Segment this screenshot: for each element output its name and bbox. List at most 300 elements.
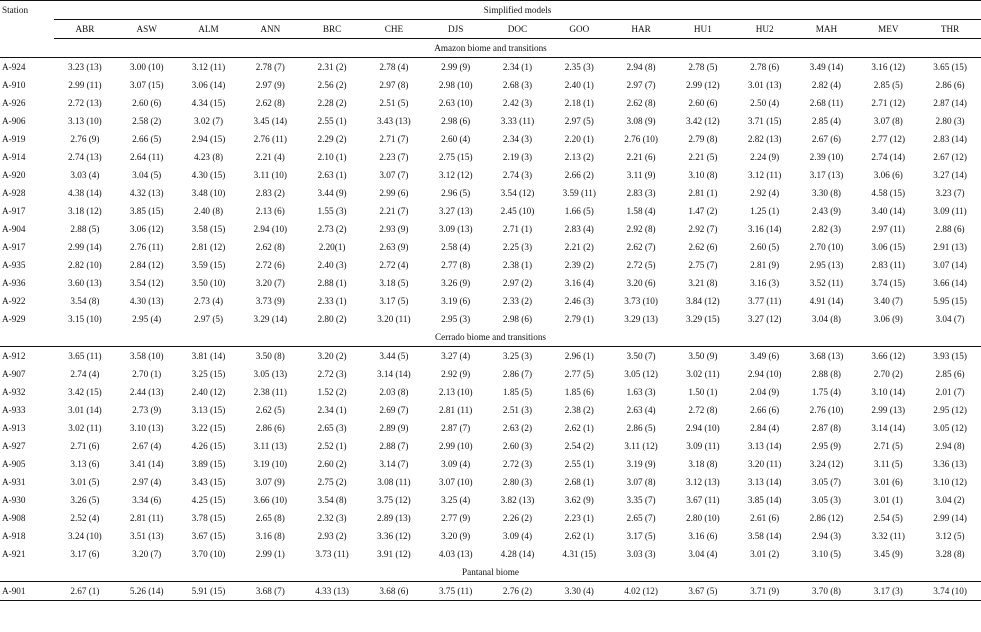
value-cell: 3.16 (14) xyxy=(747,224,782,234)
value-cell: 1.25 (1) xyxy=(750,206,780,216)
value-cell: 2.60 (4) xyxy=(441,134,471,144)
value-cell: 3.06 (15) xyxy=(871,242,906,252)
value-cell: 2.78 (4) xyxy=(379,62,409,72)
value-cell: 3.36 (13) xyxy=(933,459,967,469)
value-cell: 2.99 (10) xyxy=(438,441,473,451)
value-cell: 3.12 (12) xyxy=(438,170,473,180)
value-cell: 2.66 (6) xyxy=(750,405,780,415)
value-cell: 3.14 (14) xyxy=(377,369,411,379)
value-cell: 2.86 (7) xyxy=(502,369,533,379)
value-cell: 2.93 (2) xyxy=(317,531,347,541)
value-cell: 3.54 (8) xyxy=(70,296,100,306)
value-cell: 2.55 (1) xyxy=(564,459,594,469)
value-cell: 2.63 (10) xyxy=(438,98,473,108)
value-cell: 3.81 (14) xyxy=(191,351,226,361)
value-cell: 3.05 (12) xyxy=(933,423,967,433)
value-cell: 3.12 (5) xyxy=(935,531,965,541)
value-cell: 3.01 (1) xyxy=(873,495,903,505)
value-cell: 3.05 (13) xyxy=(253,369,288,379)
value-cell: 4.34 (15) xyxy=(191,98,226,108)
value-cell: 3.40 (14) xyxy=(871,206,906,216)
value-cell: 2.75 (7) xyxy=(688,260,718,270)
station-cell: A-910 xyxy=(2,80,26,90)
value-cell: 2.99 (6) xyxy=(379,188,409,198)
value-cell: 3.23 (13) xyxy=(68,62,102,72)
value-cell: 3.20 (2) xyxy=(317,351,347,361)
value-cell: 2.82 (13) xyxy=(747,134,782,144)
station-cell: A-905 xyxy=(2,459,26,469)
value-cell: 3.01 (5) xyxy=(70,477,100,487)
value-cell: 2.97 (11) xyxy=(871,224,905,234)
value-cell: 3.22 (15) xyxy=(191,423,226,433)
value-cell: 2.73 (2) xyxy=(317,224,347,234)
station-cell: A-933 xyxy=(2,405,26,415)
value-cell: 3.01 (2) xyxy=(750,549,780,559)
value-cell: 2.96 (1) xyxy=(564,351,594,361)
value-cell: 3.01 (13) xyxy=(747,80,782,90)
value-cell: 1.85 (6) xyxy=(564,387,594,397)
value-cell: 2.70 (2) xyxy=(873,369,903,379)
value-cell: 5.26 (14) xyxy=(116,582,178,601)
value-cell: 2.79 (8) xyxy=(688,134,718,144)
value-cell: 2.62 (1) xyxy=(564,423,594,433)
value-cell: 3.19 (6) xyxy=(441,296,471,306)
value-cell: 1.52 (2) xyxy=(317,387,347,397)
table-row xyxy=(0,365,981,383)
value-cell: 2.72 (3) xyxy=(502,459,533,469)
value-cell: 3.10 (8) xyxy=(688,170,718,180)
value-cell: 4.31 (15) xyxy=(562,549,597,559)
value-cell: 3.51 (13) xyxy=(129,531,164,541)
station-cell: A-901 xyxy=(0,582,54,601)
value-cell: 2.73 (4) xyxy=(193,296,224,306)
section-title: Amazon biome and transitions xyxy=(0,39,981,58)
value-cell: 2.62 (8) xyxy=(255,242,285,252)
value-cell: 3.05 (7) xyxy=(811,477,841,487)
value-cell: 2.72 (5) xyxy=(626,260,656,270)
value-cell: 2.60 (6) xyxy=(688,98,718,108)
value-cell: 2.88 (6) xyxy=(935,224,965,234)
value-cell: 3.01 (6) xyxy=(873,477,903,487)
value-cell: 3.26 (9) xyxy=(441,278,471,288)
value-cell: 3.85 (15) xyxy=(129,206,164,216)
value-cell: 2.34 (1) xyxy=(317,405,347,415)
value-cell: 3.66 (14) xyxy=(933,278,967,288)
value-cell: 3.42 (15) xyxy=(68,387,102,397)
value-cell: 3.10 (14) xyxy=(871,387,906,397)
value-cell: 3.04 (7) xyxy=(935,314,965,324)
value-cell: 2.88 (8) xyxy=(811,369,841,379)
value-cell: 2.94 (10) xyxy=(253,224,288,234)
table-row xyxy=(0,184,981,202)
value-cell: 2.19 (3) xyxy=(502,152,533,162)
value-cell: 2.54 (5) xyxy=(873,513,903,523)
value-cell: 3.77 (11) xyxy=(747,296,782,306)
value-cell: 3.50 (9) xyxy=(688,351,718,361)
value-cell: 2.35 (3) xyxy=(564,62,594,72)
value-cell: 2.72 (3) xyxy=(317,369,347,379)
value-cell: 3.12 (11) xyxy=(191,62,226,72)
value-cell: 3.11 (9) xyxy=(626,170,656,180)
value-cell: 3.84 (12) xyxy=(686,296,720,306)
value-cell: 3.67 (15) xyxy=(191,531,226,541)
value-cell: 3.29 (13) xyxy=(624,314,658,324)
table-row xyxy=(0,582,981,601)
value-cell: 2.89 (13) xyxy=(377,513,411,523)
value-cell: 3.06 (12) xyxy=(129,224,164,234)
table-row xyxy=(0,148,981,166)
value-cell: 2.78 (7) xyxy=(255,62,285,72)
value-cell: 3.04 (8) xyxy=(811,314,841,324)
value-cell: 2.85 (4) xyxy=(811,116,841,126)
value-cell: 2.62 (5) xyxy=(255,405,285,415)
value-cell: 2.72 (4) xyxy=(379,260,409,270)
table-row xyxy=(0,274,981,292)
value-cell: 2.87 (8) xyxy=(811,423,841,433)
value-cell: 4.33 (13) xyxy=(301,582,363,601)
value-cell: 2.62 (7) xyxy=(626,242,656,252)
value-cell: 4.26 (15) xyxy=(191,441,226,451)
value-cell: 3.27 (12) xyxy=(747,314,782,324)
value-cell: 2.83 (2) xyxy=(255,188,285,198)
value-cell: 3.03 (4) xyxy=(70,170,100,180)
value-cell: 3.10 (12) xyxy=(933,477,967,487)
station-cell: A-919 xyxy=(2,134,26,144)
value-cell: 2.70 (10) xyxy=(809,242,844,252)
value-cell: 2.97 (7) xyxy=(626,80,656,90)
value-cell: 2.04 (9) xyxy=(750,387,780,397)
value-cell: 2.97 (5) xyxy=(193,314,224,324)
value-cell: 3.09 (4) xyxy=(502,531,533,541)
value-cell: 3.66 (10) xyxy=(253,495,288,505)
value-cell: 2.78 (6) xyxy=(750,62,780,72)
value-cell: 3.60 (13) xyxy=(68,278,102,288)
value-cell: 3.08 (11) xyxy=(377,477,411,487)
value-cell: 2.68 (11) xyxy=(809,98,844,108)
value-cell: 3.11 (13) xyxy=(253,441,287,451)
table-row xyxy=(0,491,981,509)
station-cell: A-927 xyxy=(2,441,26,451)
model-header-abr: ABR xyxy=(54,20,116,39)
value-cell: 2.45 (10) xyxy=(500,206,535,216)
value-cell: 3.16 (3) xyxy=(750,278,780,288)
value-cell: 3.15 (10) xyxy=(68,314,102,324)
value-cell: 3.20 (11) xyxy=(377,314,411,324)
value-cell: 1.47 (2) xyxy=(688,206,718,216)
value-cell: 4.38 (14) xyxy=(68,188,102,198)
station-cell: A-922 xyxy=(2,296,26,306)
value-cell: 2.40 (3) xyxy=(317,260,347,270)
value-cell: 3.40 (7) xyxy=(873,296,903,306)
station-cell: A-906 xyxy=(2,116,26,126)
value-cell: 3.17 (13) xyxy=(809,170,844,180)
value-cell: 3.25 (3) xyxy=(502,351,533,361)
value-cell: 2.81 (11) xyxy=(439,405,473,415)
value-cell: 4.91 (14) xyxy=(809,296,844,306)
value-cell: 4.03 (13) xyxy=(438,549,473,559)
value-cell: 3.66 (12) xyxy=(871,351,906,361)
model-header-goo: GOO xyxy=(548,20,610,39)
value-cell: 2.13 (2) xyxy=(564,152,594,162)
table-row xyxy=(0,437,981,455)
table-row xyxy=(0,527,981,545)
value-cell: 2.77 (9) xyxy=(441,513,471,523)
value-cell: 4.32 (13) xyxy=(129,188,164,198)
value-cell: 2.92 (9) xyxy=(441,369,471,379)
value-cell: 2.95 (3) xyxy=(441,314,471,324)
value-cell: 2.68 (1) xyxy=(564,477,594,487)
value-cell: 2.67 (6) xyxy=(811,134,841,144)
value-cell: 3.04 (2) xyxy=(935,495,965,505)
station-cell: A-908 xyxy=(2,513,26,523)
value-cell: 2.33 (2) xyxy=(502,296,533,306)
value-cell: 3.27 (14) xyxy=(933,170,967,180)
value-cell: 5.95 (15) xyxy=(933,296,967,306)
value-cell: 3.08 (9) xyxy=(626,116,656,126)
value-cell: 3.02 (11) xyxy=(68,423,102,433)
value-cell: 2.69 (7) xyxy=(379,405,409,415)
value-cell: 2.76 (11) xyxy=(253,134,287,144)
value-cell: 1.58 (4) xyxy=(626,206,656,216)
value-cell: 2.03 (8) xyxy=(379,387,409,397)
value-cell: 2.76 (10) xyxy=(809,405,844,415)
value-cell: 2.72 (8) xyxy=(688,405,718,415)
value-cell: 2.87 (7) xyxy=(441,423,471,433)
station-cell: A-931 xyxy=(2,477,26,487)
value-cell: 2.78 (5) xyxy=(688,62,718,72)
value-cell: 3.44 (5) xyxy=(379,351,409,361)
table-row xyxy=(0,130,981,148)
value-cell: 3.28 (8) xyxy=(935,549,965,559)
value-cell: 2.63 (2) xyxy=(502,423,533,433)
value-cell: 3.05 (3) xyxy=(811,495,841,505)
value-cell: 3.19 (9) xyxy=(626,459,656,469)
value-cell: 3.29 (15) xyxy=(686,314,720,324)
value-cell: 2.72 (6) xyxy=(255,260,285,270)
value-cell: 2.89 (9) xyxy=(379,423,409,433)
value-cell: 2.31 (2) xyxy=(317,62,347,72)
value-cell: 2.25 (3) xyxy=(502,242,533,252)
value-cell: 3.36 (12) xyxy=(377,531,411,541)
value-cell: 2.18 (1) xyxy=(564,98,594,108)
value-cell: 2.86 (12) xyxy=(809,513,844,523)
value-cell: 2.62 (6) xyxy=(688,242,718,252)
value-cell: 3.26 (5) xyxy=(70,495,100,505)
model-header-ann: ANN xyxy=(239,20,301,39)
value-cell: 2.01 (7) xyxy=(935,387,965,397)
value-cell: 2.97 (4) xyxy=(132,477,162,487)
value-cell: 4.28 (14) xyxy=(500,549,535,559)
value-cell: 2.66 (2) xyxy=(564,170,594,180)
value-cell: 3.43 (13) xyxy=(377,116,411,126)
value-cell: 2.96 (5) xyxy=(441,188,471,198)
value-cell: 2.81 (11) xyxy=(130,513,164,523)
station-cell: A-917 xyxy=(2,242,26,252)
value-cell: 2.71 (5) xyxy=(873,441,903,451)
value-cell: 3.27 (13) xyxy=(438,206,473,216)
value-cell: 2.82 (3) xyxy=(811,224,841,234)
value-cell: 3.07 (8) xyxy=(626,477,656,487)
value-cell: 2.87 (14) xyxy=(933,98,967,108)
value-cell: 3.19 (10) xyxy=(253,459,288,469)
value-cell: 3.13 (14) xyxy=(747,441,782,451)
model-header-har: HAR xyxy=(610,20,672,39)
model-header-hu1: HU1 xyxy=(672,20,734,39)
value-cell: 2.38 (11) xyxy=(253,387,287,397)
value-cell: 2.58 (2) xyxy=(132,116,162,126)
value-cell: 3.14 (14) xyxy=(871,423,906,433)
table-row xyxy=(0,455,981,473)
value-cell: 2.60 (2) xyxy=(317,459,347,469)
value-cell: 2.98 (6) xyxy=(441,116,471,126)
value-cell: 3.24 (10) xyxy=(68,531,102,541)
value-cell: 2.62 (8) xyxy=(626,98,656,108)
value-cell: 2.72 (13) xyxy=(68,98,102,108)
value-cell: 3.17 (6) xyxy=(70,549,100,559)
value-cell: 3.58 (15) xyxy=(191,224,226,234)
value-cell: 3.50 (10) xyxy=(191,278,226,288)
value-cell: 4.25 (15) xyxy=(191,495,226,505)
value-cell: 3.02 (7) xyxy=(193,116,224,126)
value-cell: 3.70 (10) xyxy=(191,549,226,559)
station-cell: A-918 xyxy=(2,531,26,541)
model-header-doc: DOC xyxy=(487,20,549,39)
value-cell: 2.92 (7) xyxy=(688,224,718,234)
value-cell: 2.94 (10) xyxy=(686,423,720,433)
value-cell: 3.04 (4) xyxy=(688,549,718,559)
value-cell: 2.77 (5) xyxy=(564,369,594,379)
value-cell: 3.50 (7) xyxy=(626,351,656,361)
value-cell: 3.07 (10) xyxy=(438,477,473,487)
value-cell: 2.68 (3) xyxy=(502,80,533,90)
value-cell: 2.55 (1) xyxy=(317,116,347,126)
station-cell: A-924 xyxy=(2,62,26,72)
value-cell: 2.60 (6) xyxy=(132,98,162,108)
section-title: Pantanal biome xyxy=(0,563,981,582)
value-cell: 3.00 (10) xyxy=(129,62,164,72)
value-cell: 2.73 (9) xyxy=(132,405,162,415)
value-cell: 3.21 (8) xyxy=(688,278,718,288)
value-cell: 4.58 (15) xyxy=(871,188,906,198)
value-cell: 3.71 (15) xyxy=(747,116,782,126)
value-cell: 2.86 (6) xyxy=(935,80,965,90)
value-cell: 2.99 (9) xyxy=(441,62,471,72)
value-cell: 2.81 (1) xyxy=(688,188,718,198)
table-row xyxy=(0,419,981,437)
value-cell: 3.06 (9) xyxy=(873,314,903,324)
value-cell: 3.71 (9) xyxy=(734,582,796,601)
value-cell: 3.12 (11) xyxy=(747,170,782,180)
value-cell: 2.21 (6) xyxy=(626,152,656,162)
station-cell: A-907 xyxy=(2,369,26,379)
station-cell: A-921 xyxy=(2,549,26,559)
section-header-row xyxy=(0,39,981,58)
value-cell: 2.21 (5) xyxy=(688,152,718,162)
value-cell: 3.18 (5) xyxy=(379,278,409,288)
value-cell: 3.49 (6) xyxy=(750,351,780,361)
value-cell: 2.83 (14) xyxy=(933,134,967,144)
value-cell: 3.17 (5) xyxy=(379,296,409,306)
value-cell: 2.67 (4) xyxy=(132,441,162,451)
value-cell: 2.76 (10) xyxy=(624,134,658,144)
value-cell: 2.51 (3) xyxy=(502,405,533,415)
value-cell: 2.71 (12) xyxy=(871,98,906,108)
value-cell: 2.99 (12) xyxy=(686,80,720,90)
value-cell: 3.14 (7) xyxy=(379,459,409,469)
value-cell: 2.75 (15) xyxy=(438,152,473,162)
value-cell: 2.94 (10) xyxy=(747,369,782,379)
value-cell: 3.45 (9) xyxy=(873,549,903,559)
model-header-alm: ALM xyxy=(178,20,240,39)
value-cell: 3.20 (6) xyxy=(626,278,656,288)
model-header-asw: ASW xyxy=(116,20,178,39)
value-cell: 3.30 (8) xyxy=(811,188,841,198)
station-cell: A-929 xyxy=(2,314,26,324)
model-header-djs: DJS xyxy=(425,20,487,39)
value-cell: 3.03 (3) xyxy=(626,549,656,559)
value-cell: 2.42 (3) xyxy=(502,98,533,108)
value-cell: 2.81 (12) xyxy=(191,242,226,252)
value-cell: 2.83 (3) xyxy=(626,188,656,198)
value-cell: 2.81 (9) xyxy=(750,260,780,270)
table-row xyxy=(0,76,981,94)
value-cell: 2.74 (4) xyxy=(70,369,100,379)
section-header-row xyxy=(0,328,981,347)
value-cell: 2.86 (6) xyxy=(255,423,285,433)
value-cell: 3.12 (13) xyxy=(686,477,720,487)
value-cell: 3.09 (11) xyxy=(686,441,720,451)
value-cell: 3.74 (10) xyxy=(919,582,981,601)
station-cell: A-935 xyxy=(2,260,26,270)
value-cell: 2.21 (4) xyxy=(255,152,285,162)
value-cell: 2.40 (1) xyxy=(564,80,594,90)
value-cell: 3.82 (13) xyxy=(500,495,535,505)
value-cell: 3.13 (6) xyxy=(70,459,100,469)
table-row xyxy=(0,166,981,184)
value-cell: 2.95 (4) xyxy=(132,314,162,324)
value-cell: 2.86 (5) xyxy=(626,423,656,433)
value-cell: 2.61 (6) xyxy=(750,513,780,523)
value-cell: 3.73 (10) xyxy=(624,296,658,306)
value-cell: 2.38 (1) xyxy=(502,260,533,270)
value-cell: 2.65 (8) xyxy=(255,513,285,523)
value-cell: 3.25 (15) xyxy=(191,369,226,379)
value-cell: 2.65 (3) xyxy=(317,423,347,433)
model-header-mev: MEV xyxy=(857,20,919,39)
value-cell: 2.58 (4) xyxy=(441,242,471,252)
value-cell: 3.07 (14) xyxy=(933,260,967,270)
table-row xyxy=(0,347,981,366)
value-cell: 3.45 (14) xyxy=(253,116,288,126)
value-cell: 2.76 (9) xyxy=(70,134,100,144)
value-cell: 1.50 (1) xyxy=(688,387,718,397)
table-row xyxy=(0,401,981,419)
value-cell: 2.63 (4) xyxy=(626,405,656,415)
value-cell: 2.21 (2) xyxy=(564,242,594,252)
value-cell: 2.88 (7) xyxy=(379,441,409,451)
value-cell: 2.97 (9) xyxy=(255,80,285,90)
station-cell: A-930 xyxy=(2,495,26,505)
value-cell: 2.85 (5) xyxy=(873,80,903,90)
value-cell: 3.01 (14) xyxy=(68,405,102,415)
station-cell: A-913 xyxy=(2,423,26,433)
value-cell: 3.52 (11) xyxy=(809,278,844,288)
value-cell: 2.83 (11) xyxy=(871,260,905,270)
value-cell: 3.30 (4) xyxy=(548,582,610,601)
value-cell: 2.67 (12) xyxy=(933,152,967,162)
value-cell: 2.39 (10) xyxy=(809,152,844,162)
value-cell: 2.92 (4) xyxy=(750,188,780,198)
